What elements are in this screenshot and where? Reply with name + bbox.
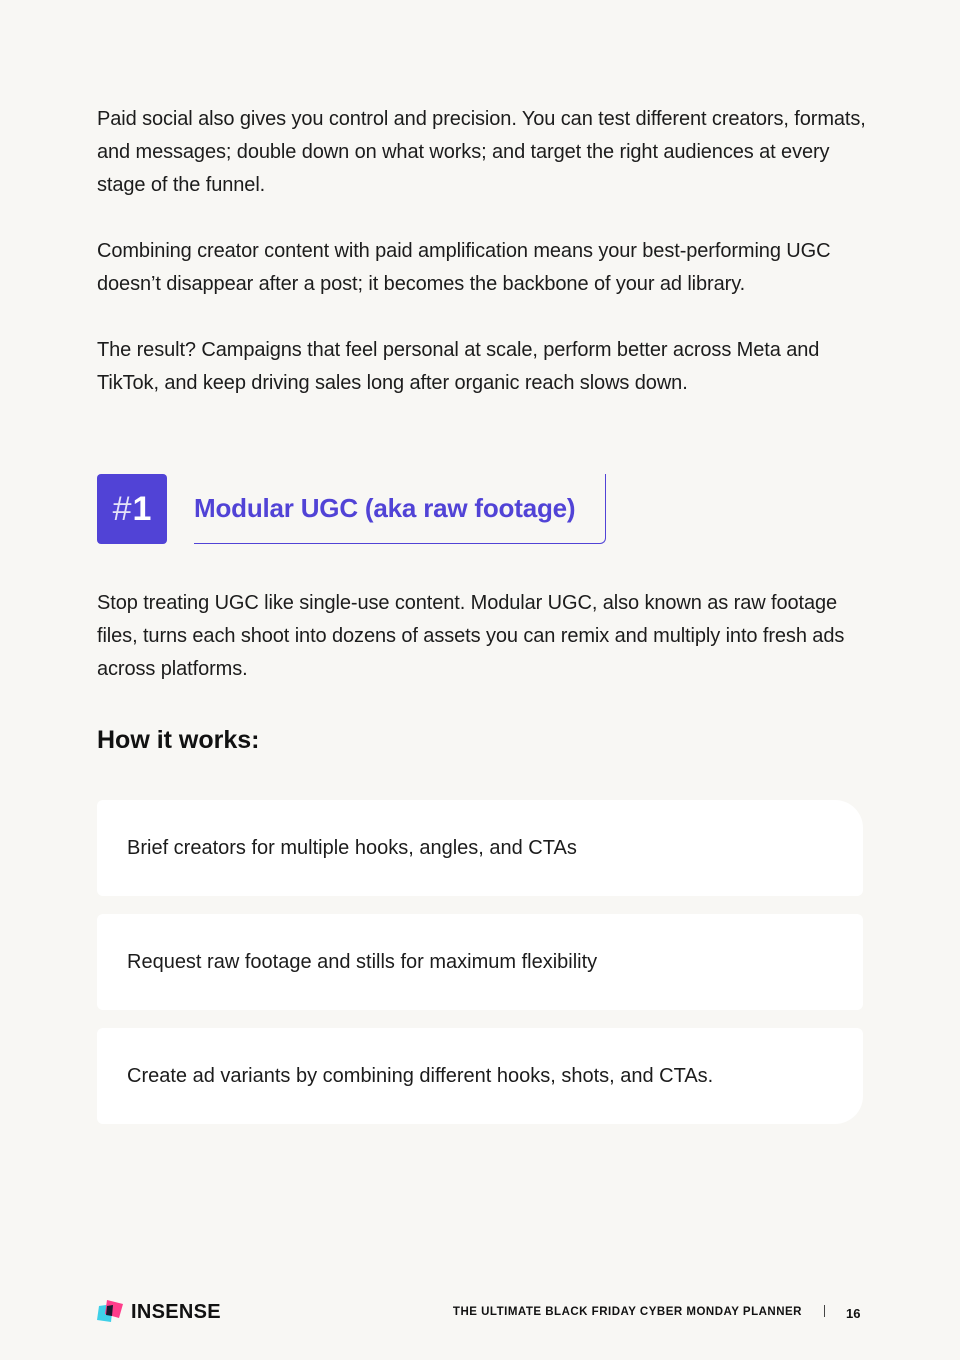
document-title: THE ULTIMATE BLACK FRIDAY CYBER MONDAY PLANNER: [452, 1306, 802, 1318]
section-hash: #: [112, 489, 132, 528]
body-paragraph-1: Paid social also gives you control and precision. You can test different creators, formats, and messages; double down on what works; and target the right audiences at every stage of the funnel.: [97, 108, 866, 196]
brand-name: INSENSE: [131, 1300, 221, 1323]
how-it-works-heading: How it works:: [97, 726, 260, 754]
page-number: 16: [846, 1306, 861, 1321]
section-title-box: [194, 474, 606, 544]
step-card-3: [97, 1028, 863, 1124]
section-title: Modular UGC (aka raw footage): [194, 493, 576, 523]
brand-logo: [97, 1298, 221, 1326]
section-number-badge: [97, 474, 167, 544]
page-footer: [0, 1296, 960, 1332]
step-card-1: [97, 800, 863, 896]
step-card-2: [97, 914, 863, 1010]
insense-logo-icon: [97, 1298, 125, 1326]
body-paragraph-3: The result? Campaigns that feel personal at scale, perform better across Meta and TikTok, and keep driving sales long after organic reach slows down.: [97, 339, 820, 394]
section-number: 1: [132, 489, 152, 528]
step-text-1: Brief creators for multiple hooks, angles, and CTAs: [127, 836, 577, 859]
body-paragraph-2: Combining creator content with paid amplification means your best-performing UGC doesn’t disappear after a post; it becomes the backbone of your ad library.: [97, 240, 831, 295]
footer-divider: [824, 1305, 825, 1317]
section-header: [97, 474, 607, 544]
step-text-2: Request raw footage and stills for maximum flexibility: [127, 950, 598, 973]
section-intro-paragraph: Stop treating UGC like single-use content. Modular UGC, also known as raw footage files, turns each shoot into dozens of assets you can remix and multiply into fresh ads across platforms.: [97, 592, 845, 680]
step-text-3: Create ad variants by combining different hooks, shots, and CTAs.: [127, 1064, 714, 1087]
